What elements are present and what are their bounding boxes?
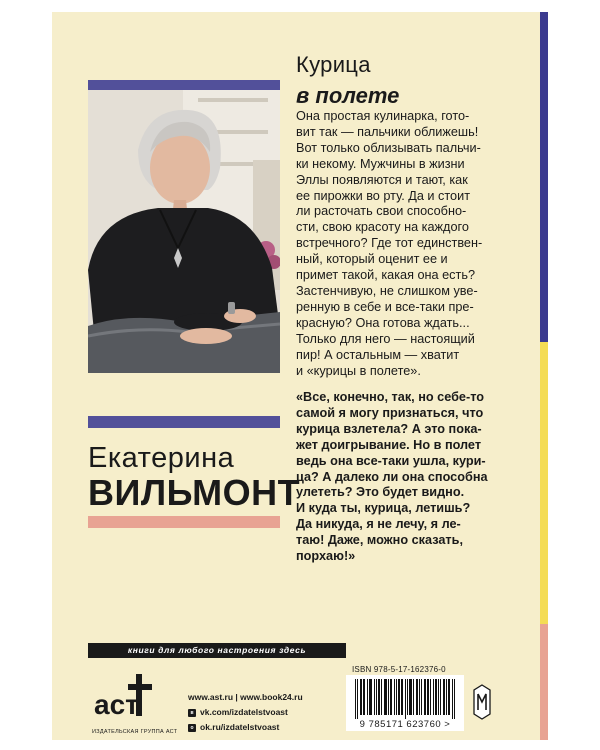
barcode bbox=[346, 675, 464, 731]
vk-row bbox=[188, 705, 303, 720]
blurb-line: Застенчивую, не слишком уве- bbox=[296, 283, 478, 298]
blurb-line: ее пирожки во рту. Да и стоит bbox=[296, 188, 470, 203]
quote-line: порхаю!» bbox=[296, 549, 356, 564]
quote-line: жет доигрывание. Но в полет bbox=[296, 437, 482, 452]
quote-line: ца? А далеко ли она способна bbox=[296, 469, 488, 484]
blurb-text bbox=[296, 109, 524, 379]
photo-top-bar bbox=[88, 80, 280, 90]
vk-link[interactable]: vk.com/izdatelstvoast bbox=[200, 707, 288, 717]
quote-line: ведь она все-таки ушла, кури- bbox=[296, 453, 486, 468]
websites-row bbox=[188, 690, 303, 705]
publisher-name: ИЗДАТЕЛЬСКАЯ ГРУППА АСТ bbox=[92, 729, 178, 735]
pink-edge-stripe bbox=[540, 624, 548, 740]
blurb-line: сти, свою красоту на каждого bbox=[296, 220, 469, 235]
websites-link[interactable]: www.ast.ru | www.book24.ru bbox=[188, 692, 303, 702]
ok-icon: о bbox=[188, 724, 196, 732]
isbn-text: ISBN 978-5-17-162376-0 bbox=[352, 665, 446, 674]
quote-line: курица взлетела? А это пока- bbox=[296, 421, 482, 436]
blurb-line: Эллы появляются и тают, как bbox=[296, 172, 468, 187]
photo-bottom-bar bbox=[88, 416, 280, 428]
author-photo bbox=[88, 90, 280, 373]
blurb-line: ный, который оценит ее и bbox=[296, 252, 448, 267]
ast-logo-text: аст bbox=[94, 689, 139, 720]
blurb-line: примет такой, какая она есть? bbox=[296, 268, 476, 283]
author-first-name: Екатерина bbox=[88, 442, 235, 474]
quote-line: Да никуда, я не лечу, я ле- bbox=[296, 517, 461, 532]
blurb-line: красную? Она готова ждать... bbox=[296, 315, 470, 330]
quote-line: улететь? Это будет видно. bbox=[296, 485, 465, 500]
book-title: Курица bbox=[296, 52, 371, 77]
blurb-line: ли расточать свои способно- bbox=[296, 204, 467, 219]
blurb-line: ренную в себе и все-таки пре- bbox=[296, 299, 474, 314]
blurb-line: пир! А остальным — хватит bbox=[296, 347, 460, 362]
author-last-name: ВИЛЬМОНТ bbox=[88, 472, 301, 513]
book-subtitle: в полете bbox=[296, 83, 400, 108]
tagline-banner: книги для любого настроения здесь bbox=[88, 643, 346, 658]
ast-logo bbox=[92, 672, 160, 732]
barcode-number: 9 785171 623760 > bbox=[359, 719, 451, 730]
author-portrait-illustration bbox=[88, 90, 280, 373]
yellow-edge-stripe bbox=[540, 342, 548, 624]
quote-text bbox=[296, 390, 524, 565]
ok-link[interactable]: ok.ru/izdatelstvoast bbox=[200, 722, 280, 732]
blurb-line: Она простая кулинарка, гото- bbox=[296, 109, 470, 123]
blurb-line: Вот только облизывать пальчи- bbox=[296, 140, 481, 155]
blurb-line: Только для него — настоящий bbox=[296, 331, 475, 346]
age-rating-badge bbox=[473, 684, 491, 720]
quote-line: «Все, конечно, так, но себе-то bbox=[296, 390, 485, 404]
blurb-line: ки некому. Мужчины в жизни bbox=[296, 156, 465, 171]
author-underline-bar bbox=[88, 516, 280, 528]
barcode-bars bbox=[352, 679, 458, 719]
blurb-line: вит так — пальчики оближешь! bbox=[296, 124, 479, 139]
quote-line: таю! Даже, можно сказать, bbox=[296, 533, 463, 548]
blurb-line: и «курицы в полете». bbox=[296, 363, 421, 378]
book-back-cover bbox=[52, 12, 548, 740]
publisher-links bbox=[188, 690, 303, 735]
quote-line: И куда ты, курица, летишь? bbox=[296, 501, 471, 516]
vk-icon: в bbox=[188, 709, 196, 717]
ok-row bbox=[188, 720, 303, 735]
blurb-line: встречного? Где тот единствен- bbox=[296, 236, 483, 251]
purple-edge-stripe bbox=[540, 12, 548, 342]
quote-line: самой я могу признаться, что bbox=[296, 405, 484, 420]
